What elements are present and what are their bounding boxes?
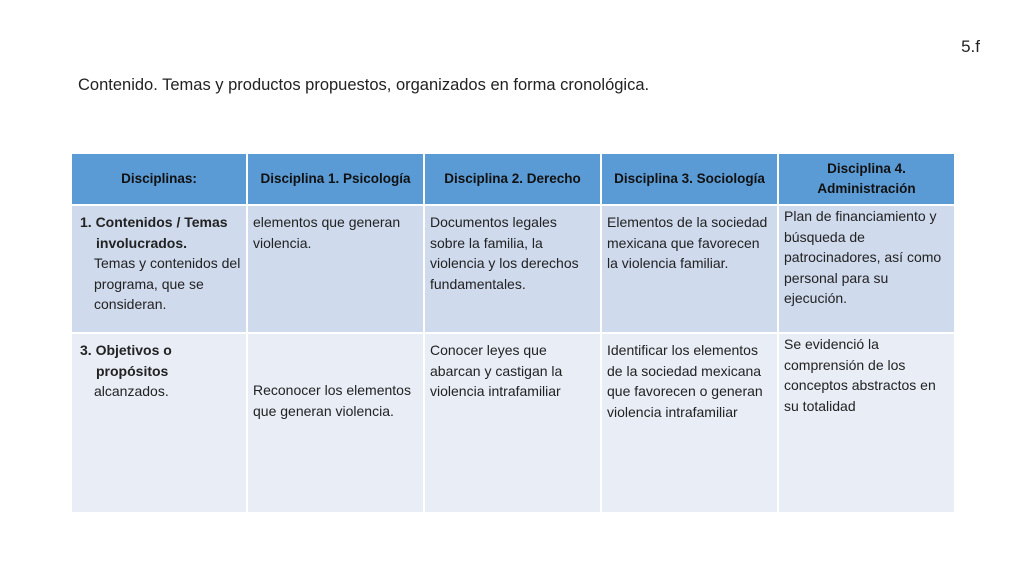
table-cell (778, 333, 955, 513)
row-header-objetivos (71, 333, 247, 513)
slide-number: 5.f (961, 37, 980, 56)
row-header-title-cont: propósitos (96, 362, 169, 379)
slide-subtitle: Contenido. Temas y productos propuestos, organizados en forma cronológica. (78, 76, 650, 94)
cell-text: Documentos legales sobre la familia, la violencia y los derechos fundamentales. (430, 214, 579, 292)
content-table (70, 152, 956, 514)
table-cell (424, 333, 601, 513)
header-disciplina-2: Disciplina 2. Derecho (424, 153, 601, 205)
cell-text: Plan de financiamiento y búsqueda de patrocinadores, así como personal para su ejecución. (784, 208, 942, 306)
cell-text: Conocer leyes que abarcan y castigan la violencia intrafamiliar (430, 342, 563, 399)
header-disciplina-3: Disciplina 3. Sociología (601, 153, 778, 205)
table-cell (778, 205, 955, 333)
cell-text: Reconocer los elementos que generan violencia. (253, 382, 411, 419)
table-cell (601, 333, 778, 513)
row-header-title: 1. Contenidos / Temas (80, 214, 228, 230)
row-header-title-cont: involucrados. (96, 234, 188, 251)
table-cell (247, 333, 424, 513)
table-cell (247, 205, 424, 333)
table-row (71, 205, 955, 333)
table-cell (424, 205, 601, 333)
row-header-contenidos (71, 205, 247, 333)
cell-text: Elementos de la sociedad mexicana que favorecen la violencia familiar. (607, 214, 768, 271)
header-disciplina-4: Disciplina 4. Administración (778, 153, 955, 205)
table-row (71, 333, 955, 513)
cell-text: Se evidenció la comprensión de los conceptos abstractos en su totalidad (784, 336, 936, 414)
cell-text: elementos que generan violencia. (253, 214, 401, 251)
row-header-body: Temas y contenidos del programa, que se consideran. (94, 255, 241, 312)
header-disciplinas: Disciplinas: (71, 153, 247, 205)
header-disciplina-1: Disciplina 1. Psicología (247, 153, 424, 205)
cell-text: Identificar los elementos de la sociedad mexicana que favorecen o generan violencia intrafamiliar (607, 342, 763, 420)
row-header-title: 3. Objetivos o (80, 342, 172, 358)
table-header-row (71, 153, 955, 205)
row-header-body: alcanzados. (94, 383, 169, 399)
table-cell (601, 205, 778, 333)
